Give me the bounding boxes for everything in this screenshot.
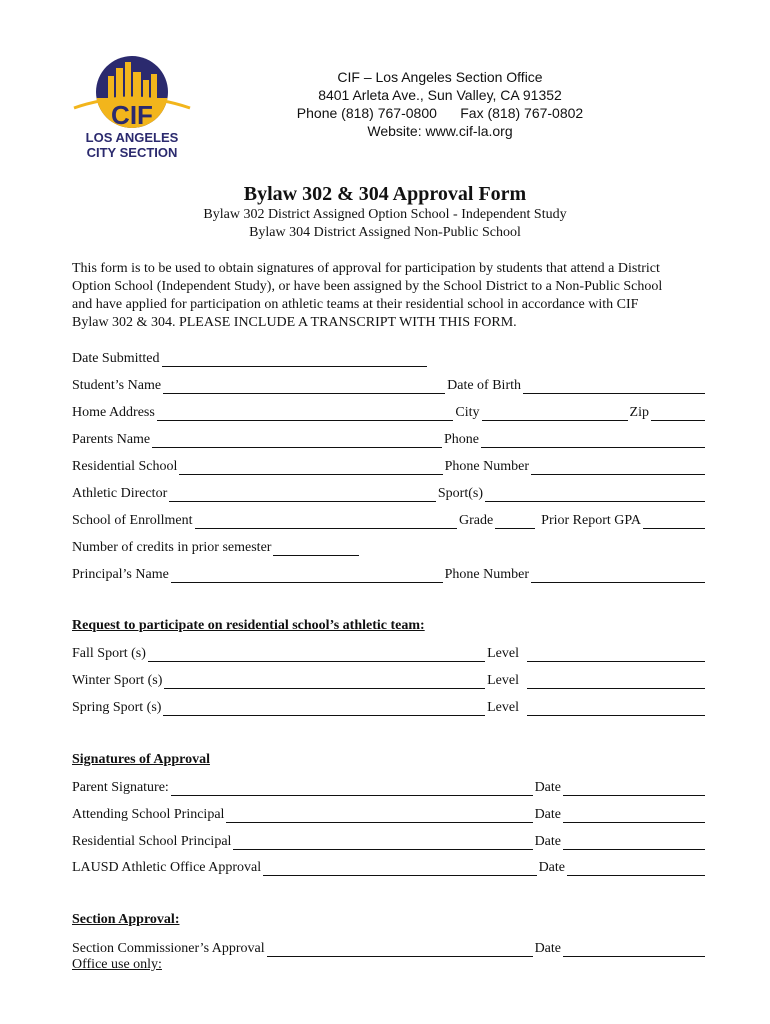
parent-signature-label: Parent Signature: <box>72 780 169 795</box>
fall-level-label: Level <box>487 646 519 661</box>
residential-date-field[interactable] <box>563 835 705 850</box>
sports-label: Sport(s) <box>437 486 483 501</box>
winter-sport-row <box>72 671 707 689</box>
intro-line: This form is to be used to obtain signatures of approval for participation by students that attend a District <box>72 261 660 276</box>
enrollment-row <box>72 511 707 529</box>
zip-label: Zip <box>629 405 649 420</box>
residential-principal-field[interactable] <box>233 835 532 850</box>
fall-sport-label: Fall Sport (s) <box>72 646 146 661</box>
intro-paragraph <box>72 260 712 332</box>
sports-field[interactable] <box>485 487 705 502</box>
parent-date-field[interactable] <box>563 781 705 796</box>
form-subtitle-302: Bylaw 302 District Assigned Option School - Independent Study <box>203 207 567 222</box>
winter-sport-label: Winter Sport (s) <box>72 673 163 688</box>
svg-text:LOS ANGELES: LOS ANGELES <box>85 130 179 145</box>
phone-label: Phone <box>444 432 479 447</box>
spring-sport-row <box>72 698 707 716</box>
prior-gpa-field[interactable] <box>643 514 705 529</box>
fall-sport-field[interactable] <box>148 647 485 662</box>
athletic-director-row <box>72 484 707 502</box>
prior-gpa-label: Prior Report GPA <box>541 513 641 528</box>
credits-field[interactable] <box>273 541 359 556</box>
phone-field[interactable] <box>481 433 705 448</box>
residential-row <box>72 457 707 475</box>
winter-level-field[interactable] <box>527 674 705 689</box>
lausd-approval-label: LAUSD Athletic Office Approval <box>72 860 262 875</box>
phone-number-field[interactable] <box>531 460 705 475</box>
phone-number2-field[interactable] <box>531 568 705 583</box>
home-address-label: Home Address <box>72 405 155 420</box>
parent-date-label: Date <box>534 780 561 795</box>
parents-name-field[interactable] <box>152 433 442 448</box>
svg-text:CITY SECTION: CITY SECTION <box>86 145 178 160</box>
office-address: 8401 Arleta Ave., Sun Valley, CA 91352 <box>318 87 562 103</box>
parents-name-label: Parents Name <box>72 432 151 447</box>
phone-number-label: Phone Number <box>444 459 529 474</box>
attending-principal-field[interactable] <box>226 808 532 823</box>
spring-sport-field[interactable] <box>163 701 485 716</box>
commissioner-label: Section Commissioner’s Approval <box>72 941 265 956</box>
form-subtitle-304: Bylaw 304 District Assigned Non-Public School <box>249 225 521 240</box>
commissioner-row <box>72 939 707 957</box>
credits-label: Number of credits in prior semester <box>72 540 272 555</box>
student-row <box>72 376 707 394</box>
attending-principal-row <box>72 805 707 823</box>
spring-level-field[interactable] <box>527 701 705 716</box>
commissioner-date-label: Date <box>534 941 561 956</box>
date-submitted-label: Date Submitted <box>72 351 160 366</box>
grade-field[interactable] <box>495 514 535 529</box>
lausd-date-field[interactable] <box>567 861 705 876</box>
commissioner-date-field[interactable] <box>563 942 705 957</box>
attending-date-field[interactable] <box>563 808 705 823</box>
office-phone: Phone (818) 767-0800 <box>296 105 437 121</box>
fall-level-field[interactable] <box>527 647 705 662</box>
athletic-director-field[interactable] <box>169 487 436 502</box>
dob-field[interactable] <box>523 379 705 394</box>
date-submitted-field[interactable] <box>162 352 427 367</box>
dob-label: Date of Birth <box>447 378 521 393</box>
parent-signature-row <box>72 778 707 796</box>
office-use-label: Office use only: <box>72 957 162 972</box>
cif-logo <box>70 50 195 162</box>
svg-text:CIF: CIF <box>111 100 153 130</box>
principal-name-label: Principal’s Name <box>72 567 169 582</box>
intro-line: and have applied for participation on athletic teams at their residential school in accordance with CIF <box>72 297 639 312</box>
parent-signature-field[interactable] <box>171 781 533 796</box>
student-name-label: Student’s Name <box>72 378 162 393</box>
zip-field[interactable] <box>651 406 705 421</box>
office-contact <box>230 104 650 122</box>
city-field[interactable] <box>482 406 628 421</box>
residential-principal-row <box>72 832 707 850</box>
residential-school-label: Residential School <box>72 459 178 474</box>
office-website: Website: www.cif-la.org <box>367 123 513 139</box>
commissioner-field[interactable] <box>267 942 533 957</box>
spring-level-label: Level <box>487 700 519 715</box>
parents-row <box>72 430 707 448</box>
grade-label: Grade <box>458 513 494 528</box>
residential-school-field[interactable] <box>179 460 442 475</box>
intro-line: Option School (Independent Study), or have been assigned by the School District to a Non-Public School <box>72 279 663 294</box>
school-enrollment-field[interactable] <box>195 514 457 529</box>
lausd-approval-row <box>72 858 707 876</box>
date-submitted-row <box>72 349 707 367</box>
request-heading: Request to participate on residential school’s athletic team: <box>72 618 425 633</box>
principal-row <box>72 565 707 583</box>
attending-principal-label: Attending School Principal <box>72 807 225 822</box>
lausd-date-label: Date <box>538 860 565 875</box>
intro-line: Bylaw 302 & 304. PLEASE INCLUDE A TRANSCRIPT WITH THIS FORM. <box>72 315 517 330</box>
office-fax: Fax (818) 767-0802 <box>460 105 584 121</box>
attending-date-label: Date <box>534 807 561 822</box>
student-name-field[interactable] <box>163 379 445 394</box>
fall-sport-row <box>72 644 707 662</box>
school-enrollment-label: School of Enrollment <box>72 513 193 528</box>
office-name: CIF – Los Angeles Section Office <box>337 69 543 85</box>
spring-sport-label: Spring Sport (s) <box>72 700 162 715</box>
residential-principal-label: Residential School Principal <box>72 834 232 849</box>
principal-name-field[interactable] <box>171 568 443 583</box>
city-label: City <box>455 405 480 420</box>
lausd-approval-field[interactable] <box>263 861 536 876</box>
phone-number2-label: Phone Number <box>444 567 529 582</box>
credits-row <box>72 538 707 556</box>
signatures-heading: Signatures of Approval <box>72 752 210 767</box>
form-title: Bylaw 302 & 304 Approval Form <box>243 183 527 205</box>
residential-date-label: Date <box>534 834 561 849</box>
winter-sport-field[interactable] <box>164 674 485 689</box>
winter-level-label: Level <box>487 673 519 688</box>
address-row <box>72 403 707 421</box>
section-approval-heading: Section Approval: <box>72 912 180 927</box>
athletic-director-label: Athletic Director <box>72 486 168 501</box>
home-address-field[interactable] <box>157 406 454 421</box>
